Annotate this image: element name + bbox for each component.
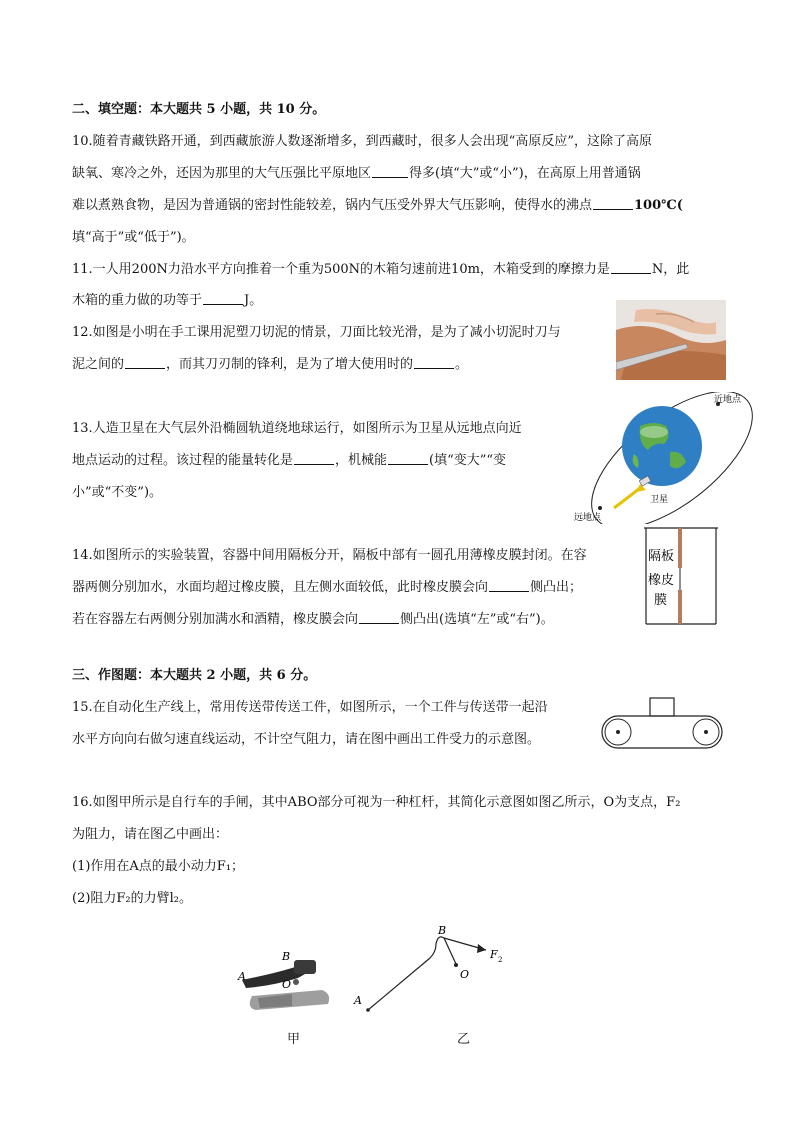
answer-blank[interactable] <box>294 452 334 465</box>
q11-text-a: 11.一人用200N力沿水平方向推着一个重为500N的木箱匀速前进10m，木箱受到的摩擦力是 <box>72 262 610 277</box>
container-partition-figure <box>642 524 722 628</box>
section-2-title: 二、填空题：本大题共 5 小题，共 10 分。 <box>72 102 326 117</box>
caption-yi: 乙 <box>457 1032 471 1047</box>
q13-text-a: 地点运动的过程。该过程的能量转化是 <box>72 453 294 468</box>
q11-text-c: 木箱的重力做的功等于 <box>72 293 203 308</box>
answer-blank[interactable] <box>359 611 399 624</box>
partition-label: 隔板 <box>648 549 675 564</box>
q10-line3 <box>72 197 683 215</box>
q11-line2 <box>72 292 262 310</box>
q12-line1: 12.如图是小明在手工课用泥塑刀切泥的情景，刀面比较光滑，是为了减小切泥时刀与 <box>72 325 561 340</box>
answer-blank[interactable] <box>372 165 408 178</box>
near-point-label: 近地点 <box>714 395 742 405</box>
answer-blank[interactable] <box>611 261 651 274</box>
answer-blank[interactable] <box>203 292 243 305</box>
point-b-label-yi: B <box>438 924 447 937</box>
q13-text-b: ，机械能 <box>335 453 388 468</box>
point-o-label-yi: O <box>460 968 470 981</box>
q10-line2 <box>72 165 641 183</box>
caption-jia: 甲 <box>287 1032 301 1047</box>
answer-blank[interactable] <box>414 356 454 369</box>
point-a-label-yi: A <box>354 994 362 1007</box>
q12-line2 <box>72 356 468 374</box>
q14-line3 <box>72 611 554 629</box>
section-3-title: 三、作图题：本大题共 2 小题，共 6 分。 <box>72 668 317 683</box>
lever-diagram <box>352 922 512 1016</box>
q12-text-c: 。 <box>455 357 469 372</box>
q10-text-b: 得多(填“大”或“小”)，在高原上用普通锅 <box>409 166 641 181</box>
force-f2-label: F <box>490 948 498 961</box>
point-o-label-jia: O <box>282 978 292 991</box>
q10-text-d: 100℃( <box>634 198 683 213</box>
membrane-label-1: 橡皮 <box>648 573 675 588</box>
brake-lever-photo <box>232 946 336 1016</box>
q16-line4: (2)阻力F₂的力臂l₂。 <box>72 891 193 906</box>
point-a-label-jia: A <box>238 970 246 983</box>
q11-line1 <box>72 261 689 279</box>
answer-blank[interactable] <box>125 356 165 369</box>
conveyor-belt-figure <box>598 696 724 752</box>
membrane-label-2: 膜 <box>654 593 668 608</box>
q13-text-c: (填“变大”“变 <box>429 453 507 468</box>
q10-line4: 填“高于”或“低于”)。 <box>72 230 195 245</box>
q13-line1: 13.人造卫星在大气层外沿椭圆轨道绕地球运行，如图所示为卫星从远地点向近 <box>72 421 522 436</box>
q14-text-d: 侧凸出(选填“左”或“右”)。 <box>400 612 554 627</box>
answer-blank[interactable] <box>388 452 428 465</box>
far-point-label: 远地点 <box>574 513 602 523</box>
satellite-orbit-figure <box>574 392 760 524</box>
q10-line1: 10.随着青藏铁路开通，到西藏旅游人数逐渐增多，到西藏时，很多人会出现“高原反应”，这除了高原 <box>72 134 652 149</box>
clay-cutting-photo <box>616 300 726 380</box>
q16-line1: 16.如图甲所示是自行车的手闸，其中ABO部分可视为一种杠杆，其简化示意图如图乙所示，O为支点，F₂ <box>72 795 681 810</box>
q13-line2 <box>72 452 506 470</box>
q11-text-d: J。 <box>244 293 263 308</box>
q14-text-a: 器两侧分别加水，水面均超过橡皮膜，且左侧水面较低，此时橡皮膜会向 <box>72 580 489 595</box>
answer-blank[interactable] <box>489 579 529 592</box>
q14-text-c: 若在容器左右两侧分别加满水和酒精，橡皮膜会向 <box>72 612 359 627</box>
point-b-label-jia: B <box>282 950 291 963</box>
q15-line2: 水平方向向右做匀速直线运动，不计空气阻力，请在图中画出工件受力的示意图。 <box>72 732 541 747</box>
force-f2-subscript: 2 <box>498 956 503 964</box>
q13-line3: 小”或“不变”)。 <box>72 485 163 500</box>
q12-text-b: ，而其刀刃制的锋利，是为了增大使用时的 <box>166 357 414 372</box>
q16-line2: 为阻力，请在图乙中画出： <box>72 827 229 842</box>
satellite-label: 卫星 <box>650 495 669 505</box>
answer-blank[interactable] <box>593 197 633 210</box>
q10-text-c: 难以煮熟食物，是因为普通锅的密封性能较差，锅内气压受外界大气压影响，使得水的沸点 <box>72 198 593 213</box>
q12-text-a: 泥之间的 <box>72 357 125 372</box>
q14-text-b: 侧凸出； <box>530 580 583 595</box>
q10-text-a: 缺氧、寒冷之外，还因为那里的大气压强比平原地区 <box>72 166 372 181</box>
q14-line1: 14.如图所示的实验装置，容器中间用隔板分开，隔板中部有一圆孔用薄橡皮膜封闭。在容 <box>72 548 587 563</box>
q16-line3: (1)作用在A点的最小动力F₁； <box>72 859 245 874</box>
q11-text-b: N，此 <box>651 262 690 277</box>
q15-line1: 15.在自动化生产线上，常用传送带传送工件，如图所示，一个工件与传送带一起沿 <box>72 700 548 715</box>
q14-line2 <box>72 579 582 597</box>
